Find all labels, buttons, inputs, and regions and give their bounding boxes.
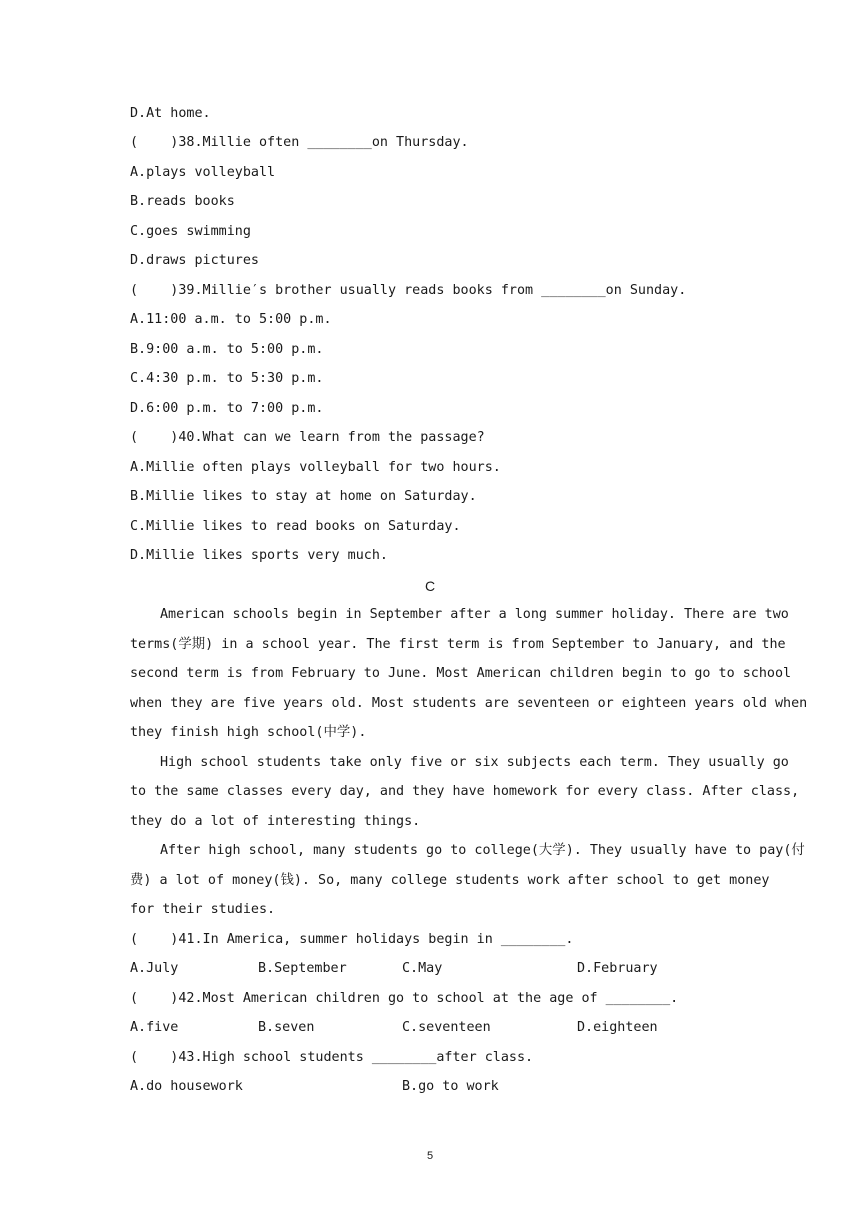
q40-option-a: A.Millie often plays volleyball for two hours. [130,460,501,475]
q43-option-a: A.do housework [130,1079,243,1094]
para2-line: High school students take only five or six subjects each term. They usually go [160,755,789,770]
q39-option-d: D.6:00 p.m. to 7:00 p.m. [130,401,324,416]
q42-stem: ( )42.Most American children go to school at the age of ________. [130,991,679,1006]
para3-line: After high school, many students go to college(大学). They usually have to pay(付 [160,843,805,858]
q40-option-b: B.Millie likes to stay at home on Saturday. [130,489,477,504]
q41-option-c: C.May [402,961,443,976]
para3-line: 费) a lot of money(钱). So, many college students work after school to get money [130,873,770,888]
q42-option-b: B.seven [258,1020,315,1035]
para2-line: to the same classes every day, and they have homework for every class. After class, [130,784,800,799]
page-number: 5 [426,1150,434,1162]
para1-line: second term is from February to June. Most American children begin to go to school [130,666,792,681]
q39-option-c: C.4:30 p.m. to 5:30 p.m. [130,371,324,386]
para1-line: terms(学期) in a school year. The first term is from September to January, and the [130,637,786,652]
q38-stem: ( )38.Millie often ________on Thursday. [130,135,469,150]
q40-stem: ( )40.What can we learn from the passage? [130,430,485,445]
q39-option-a: A.11:00 a.m. to 5:00 p.m. [130,312,332,327]
q40-option-c: C.Millie likes to read books on Saturday. [130,519,461,534]
q38-option-a: A.plays volleyball [130,165,276,180]
q41-option-a: A.July [130,961,179,976]
q41-option-d: D.February [577,961,658,976]
q38-option-c: C.goes swimming [130,224,251,239]
q38-option-d: D.draws pictures [130,253,259,268]
q42-option-d: D.eighteen [577,1020,658,1035]
q42-option-a: A.five [130,1020,179,1035]
q43-stem: ( )43.High school students ________after class. [130,1050,534,1065]
q41-stem: ( )41.In America, summer holidays begin in ________. [130,932,574,947]
q37-option-d: D.At home. [130,106,211,121]
q43-option-b: B.go to work [402,1079,499,1094]
q42-option-c: C.seventeen [402,1020,491,1035]
para1-line: American schools begin in September after a long summer holiday. There are two [160,607,789,622]
q38-option-b: B.reads books [130,194,235,209]
para1-line: when they are five years old. Most students are seventeen or eighteen years old when [130,696,808,711]
q39-stem: ( )39.Millie′s brother usually reads books from ________on Sunday. [130,283,687,298]
para2-line: they do a lot of interesting things. [130,814,421,829]
q41-option-b: B.September [258,961,347,976]
q40-option-d: D.Millie likes sports very much. [130,548,388,563]
para1-line: they finish high school(中学). [130,725,367,740]
section-c-title: C [424,578,436,594]
para3-line: for their studies. [130,902,276,917]
q39-option-b: B.9:00 a.m. to 5:00 p.m. [130,342,324,357]
